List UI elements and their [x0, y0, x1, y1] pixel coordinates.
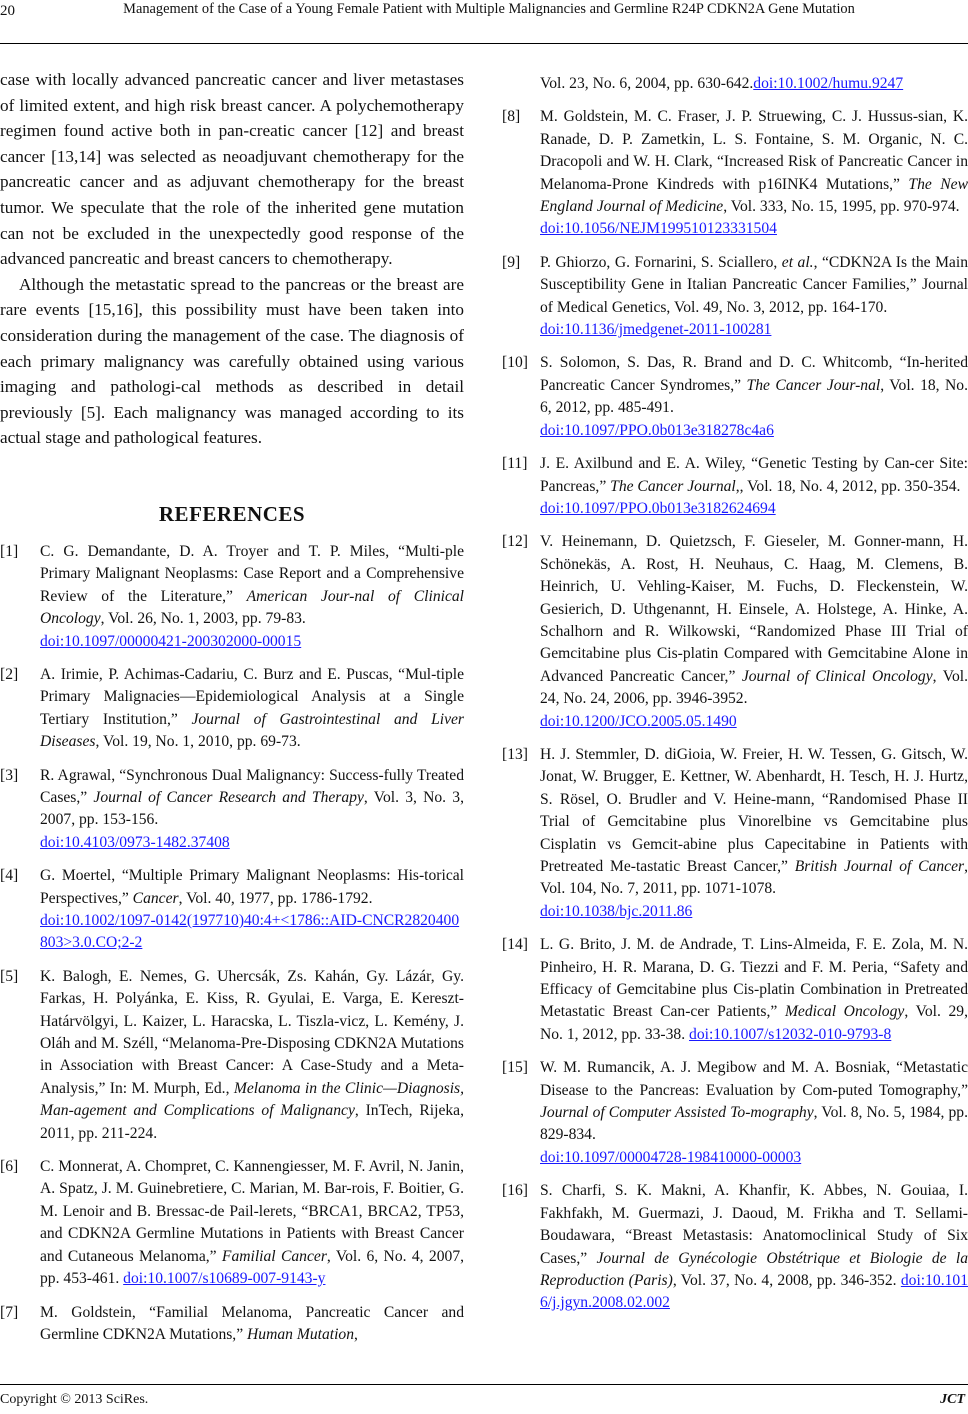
reference-details: , Vol. 26, No. 1, 2003, pp. 79-83. — [100, 610, 306, 628]
reference-item — [502, 73, 968, 95]
reference-journal: The New England Journal of Medicine — [540, 175, 968, 216]
reference-authors-title: P. Ghiorzo, G. Fornarini, S. Sciallero, — [540, 253, 782, 271]
reference-number: [13] — [502, 745, 528, 763]
footer-divider — [0, 1384, 968, 1385]
reference-authors-title: H. J. Stemmler, D. diGioia, W. Freier, H. W. Tessen, G. Gitsch, W. Jonat, W. Brugger, E. Kettner, W. Abenhardt, H. Tesch, H. J. Hurtz, S. Rösel, O. Brudler and V. Heine-mann, “Randomised Phase II Trial of Gemcitabine plus Vinorelbine vs Gemcitabine plus Cisplatin vs Gemcit-abine plus Capecitabine in Patients with Pretreated Me-tastatic Breast Cancer,” — [540, 745, 968, 875]
reference-number: [12] — [502, 533, 528, 551]
reference-details: , Vol. 29, No. 1, 2012, pp. 33-38. — [540, 1003, 968, 1043]
doi-link[interactable]: doi:10.1097/00000421-200302000-00015 — [40, 632, 302, 650]
left-column — [0, 67, 464, 1357]
reference-journal: Journal of Cancer Research and Therapy — [93, 788, 364, 806]
reference-authors-title: A. Irimie, P. Achimas-Cadariu, C. Burz and E. Puscas, “Mul-tiple Primary Malignacies—Epidemiological Analysis at a Single Tertiary Institution,” — [40, 665, 464, 728]
doi-link[interactable]: doi:10.1200/JCO.2005.05.1490 — [540, 712, 737, 730]
reference-authors-title: S. Charfi, S. K. Makni, A. Khanfir, K. Abbes, N. Gouiaa, I. Fakhfakh, M. Guermazi, J. Daoud, M. Frikha and T. Sellami-Boudawara, “Breast Metastasis: Anatomoclinical Study of Six Cases,” — [540, 1182, 968, 1267]
reference-number: [10] — [502, 354, 528, 372]
reference-authors-title: M. Goldstein, “Familial Melanoma, Pancreatic Cancer and Germline CDKN2A Mutations,” — [40, 1303, 464, 1343]
reference-text — [540, 73, 968, 95]
reference-details: , “CDKN2A Is the Main Susceptibility Gene in Italian Pancreatic Cancer Families,” Journal of Medical Genetics, Vol. 49, No. 3, 2012, pp. 164-170. — [540, 253, 968, 316]
reference-journal: Journal de Gynécologie Obstétrique et Biologie de la Reproduction (Paris) — [540, 1249, 968, 1289]
reference-list-left — [0, 541, 464, 1346]
reference-authors-title: M. Goldstein, M. C. Fraser, J. P. Struewing, C. J. Hussus-sian, K. Ranade, D. P. Zametkin, L. S. Fontaine, S. M. Organic, N. C. Dracopoli and W. H. Clark, “Increased Risk of Pancreatic Cancer in Melanoma-Prone Kindreds with p16INK4 Mutations,” — [540, 108, 968, 193]
references-heading: REFERENCES — [158, 501, 306, 526]
reference-journal: Medical Oncology — [784, 1003, 905, 1021]
reference-authors-title: L. G. Brito, J. M. de Andrade, T. Lins-Almeida, F. E. Zola, M. N. Pinheiro, H. R. Marana, D. G. Tiezzi and F. M. Peria, “Safety and Efficacy of Gemcitabine plus Cis-platin Combination in Pretreated Metastatic Breast Can-cer Patients,” — [540, 936, 968, 1021]
doi-link[interactable]: doi:10.1097/00004728-198410000-00003 — [540, 1148, 802, 1166]
page-number: 20 — [0, 3, 15, 19]
reference-journal: et al. — [781, 253, 814, 271]
reference-details: , Vol. 19, No. 1, 2010, pp. 69-73. — [95, 733, 301, 751]
reference-journal: The Cancer Journal — [610, 477, 736, 495]
doi-link[interactable]: doi:10.1097/PPO.0b013e3182624694 — [540, 499, 776, 517]
reference-number: [6] — [0, 1158, 19, 1176]
reference-details: ,, Vol. 18, No. 4, 2012, pp. 350-354. — [735, 477, 961, 495]
reference-text — [540, 453, 968, 520]
reference-text — [40, 1302, 464, 1347]
reference-text — [540, 934, 968, 1046]
reference-text — [540, 1057, 968, 1169]
reference-details: , Vol. 333, No. 15, 1995, pp. 970-974. — [723, 198, 960, 216]
running-title: Management of the Case of a Young Female Patient with Multiple Malignancies and Germline R24P CDKN2A Gene Mutation — [123, 1, 855, 17]
reference-item — [0, 765, 464, 855]
reference-text — [40, 1156, 464, 1290]
reference-journal: American Jour-nal of Clinical Oncology — [40, 587, 464, 628]
reference-item — [502, 1057, 968, 1169]
reference-text — [540, 531, 968, 733]
reference-item — [502, 453, 968, 520]
body-paragraph-2: Although the metastatic spread to the pancreas or the breast are rare events [15,16], this possibility must have been taken into consideration during the management of the case. The diagnosis of each primary malignancy was carefully obtained using various imaging and pathologi-cal methods as described in detail previously [5]. Each malignancy was managed according to its actual stage and pathological features. — [0, 274, 464, 448]
reference-number: [16] — [502, 1182, 528, 1200]
reference-journal: Journal of Clinical Oncology — [741, 667, 933, 685]
reference-number — [502, 73, 540, 95]
reference-details: , Vol. 40, 1977, pp. 1786-1792. — [178, 889, 373, 907]
doi-link[interactable]: doi:10.1007/s10689-007-9143-y — [123, 1270, 326, 1288]
doi-link[interactable]: doi:10.1002/humu.9247 — [753, 75, 904, 92]
reference-number: [2] — [0, 665, 19, 683]
reference-item — [502, 1180, 968, 1314]
reference-details: , Vol. 3, No. 3, 2007, pp. 153-156. — [40, 788, 464, 829]
reference-number: [3] — [0, 766, 19, 784]
reference-number: [7] — [0, 1303, 19, 1321]
page-footer — [0, 1384, 968, 1414]
reference-list-right — [502, 73, 968, 1315]
reference-details: , Vol. 6, No. 4, 2007, pp. 453-461. — [40, 1247, 465, 1288]
reference-item — [502, 531, 968, 733]
reference-item — [502, 252, 968, 342]
reference-item — [0, 1156, 464, 1290]
reference-journal: The Cancer Jour-nal — [746, 376, 881, 394]
reference-item — [502, 352, 968, 442]
reference-authors-title: S. Solomon, S. Das, R. Brand and D. C. Whitcomb, “In-herited Pancreatic Cancer Syndromes,” — [540, 354, 968, 394]
doi-link[interactable]: doi:10.1002/1097-0142(197710)40:4+<1786::AID-CNCR2820400803>3.0.CO;2-2 — [40, 912, 460, 952]
reference-text — [540, 106, 968, 240]
reference-number: [15] — [502, 1059, 528, 1077]
doi-link[interactable]: doi:10.4103/0973-1482.37408 — [40, 833, 230, 851]
reference-authors-title: V. Heinemann, D. Quietzsch, F. Gieseler, M. Gonner-mann, H. Schönekäs, A. Rost, H. Neuhaus, C. Haag, M. Clemens, B. Heinrich, U. Vehling-Kaiser, M. Fuchs, D. Fleckenstein, W. Gesierich, D. Uthgenannt, H. Einsele, A. Holstege, A. Hinke, A. Schalhorn and R. Wilkowski, “Randomized Phase III Trial of Gemcitabine plus Cis-platin Compared with Gemcitabine Alone in Advanced Pancreatic Cancer,” — [540, 533, 968, 685]
reference-text — [40, 966, 464, 1145]
doi-link[interactable]: doi:10.1007/s12032-010-9793-8 — [689, 1025, 892, 1043]
reference-item — [0, 966, 464, 1145]
right-column — [502, 73, 968, 1326]
reference-text — [540, 252, 968, 342]
reference-details: , Vol. 8, No. 5, 1984, pp. 829-834. — [540, 1104, 968, 1144]
reference-details: , InTech, Rijeka, 2011, pp. 211-224. — [40, 1102, 464, 1142]
reference-item — [0, 1302, 464, 1347]
reference-journal: Familial Cancer — [221, 1247, 327, 1265]
reference-journal: Journal of Computer Assisted To-mography — [540, 1104, 814, 1122]
doi-link[interactable]: doi:10.1016/j.jgyn.2008.02.002 — [540, 1271, 968, 1312]
reference-authors-title: W. M. Rumancik, A. J. Megibow and M. A. Bosniak, “Metastatic Disease to the Pancreas: Evaluation by Com-puted Tomography,” — [540, 1059, 968, 1099]
reference-item — [0, 664, 464, 754]
reference-item — [0, 541, 464, 653]
reference-details: , Vol. 104, No. 7, 2011, pp. 1071-1078. — [540, 858, 968, 898]
reference-journal: Melanoma in the Clinic—Diagnosis, Man-agement and Complications of Malignancy — [40, 1079, 464, 1120]
reference-details: , Vol. 37, No. 4, 2008, pp. 346-352. — [672, 1271, 901, 1289]
reference-text — [40, 541, 464, 653]
reference-authors-title: C. G. Demandante, D. A. Troyer and T. P. Miles, “Multi-ple Primary Malignant Neoplasms: Case Report and a Comprehensive Review of the Literature,” — [40, 542, 464, 605]
reference-details: , Vol. 18, No. 6, 2012, pp. 485-491. — [540, 376, 968, 417]
reference-number: [11] — [502, 455, 528, 473]
body-paragraph-1: case with locally advanced pancreatic cancer and liver metastases of limited extent, and high risk breast cancer. A polychemotherapy regimen found active both in pan-creatic cancer [12] and breast cancer [13,14] was selected as neoadjuvant chemotherapy for the pancreatic cancer and as adjuvant chemotherapy for the breast tumor. We speculate that the role of the inherited gene mutation can not be excluded in the unexpectedly good response of the advanced pancreatic and breast cancers to chemotherapy. — [0, 70, 464, 269]
running-header — [0, 0, 968, 42]
reference-text — [40, 865, 464, 955]
reference-item — [502, 106, 968, 240]
reference-number: [8] — [502, 108, 521, 126]
reference-authors-title: Vol. 23, No. 6, 2004, pp. 630-642. — [540, 75, 754, 92]
reference-authors-title: J. E. Axilbund and E. A. Wiley, “Genetic Testing by Can-cer Site: Pancreas,” — [540, 455, 968, 495]
reference-authors-title: K. Balogh, E. Nemes, G. Uhercsák, Zs. Kahán, Gy. Lázár, Gy. Farkas, H. Polyánka, E. Kiss, R. Gyulai, E. Varga, E. Kereszt-Határvölgyi, L. Kaizer, L. Haracska, L. Tiszla-vicz, L. Kemény, J. Oláh and M. Széll, “Melanoma-Pre-Disposing CDKN2A Mutations in Association with Breast Cancer: A Case-Study and a Meta-Analysis,” In: M. Murph, Ed., — [40, 967, 464, 1097]
reference-text — [540, 352, 968, 442]
reference-details: , Vol. 24, No. 24, 2006, pp. 3946-3952. — [540, 667, 968, 708]
doi-link[interactable]: doi:10.1056/NEJM199510123331504 — [540, 220, 777, 238]
reference-item — [502, 744, 968, 923]
reference-journal: Cancer — [132, 889, 179, 907]
reference-journal: Journal of Gastrointestinal and Liver Diseases — [40, 710, 465, 751]
header-divider — [0, 43, 968, 44]
reference-authors-title: G. Moertel, “Multiple Primary Malignant Neoplasms: His-torical Perspectives,” — [40, 867, 464, 907]
reference-authors-title: C. Monnerat, A. Chompret, C. Kannengiesser, M. F. Avril, N. Janin, A. Spatz, J. M. Guinebretiere, C. Marian, M. Bar-rois, F. Boitier, G. M. Lenoir and B. Bressac-de Pail-lerets, “BRCA1, BRCA2, TP53, and CDKN2A Germline Mutations in Patients with Breast Cancer and Cutaneous Melanoma,” — [40, 1158, 464, 1265]
reference-number: [9] — [502, 253, 521, 271]
reference-number: [1] — [0, 542, 19, 560]
doi-link[interactable]: doi:10.1038/bjc.2011.86 — [540, 902, 693, 920]
doi-link[interactable]: doi:10.1136/jmedgenet-2011-100281 — [540, 321, 772, 339]
reference-item — [0, 865, 464, 955]
reference-authors-title: R. Agrawal, “Synchronous Dual Malignancy: Success-fully Treated Cases,” — [40, 766, 464, 806]
journal-abbreviation: JCT — [940, 1392, 965, 1407]
reference-details: , — [354, 1325, 358, 1343]
reference-text — [40, 664, 464, 754]
reference-journal: Human Mutation — [247, 1325, 355, 1343]
reference-text — [540, 1180, 968, 1314]
reference-journal: British Journal of Cancer — [794, 858, 965, 875]
reference-text — [540, 744, 968, 923]
doi-link[interactable]: doi:10.1097/PPO.0b013e318278c4a6 — [540, 421, 774, 439]
reference-number: [4] — [0, 867, 19, 885]
reference-number: [5] — [0, 967, 19, 985]
reference-number: [14] — [502, 936, 528, 954]
reference-text — [40, 765, 464, 855]
reference-item — [502, 934, 968, 1046]
copyright: Copyright © 2013 SciRes. — [0, 1392, 149, 1407]
